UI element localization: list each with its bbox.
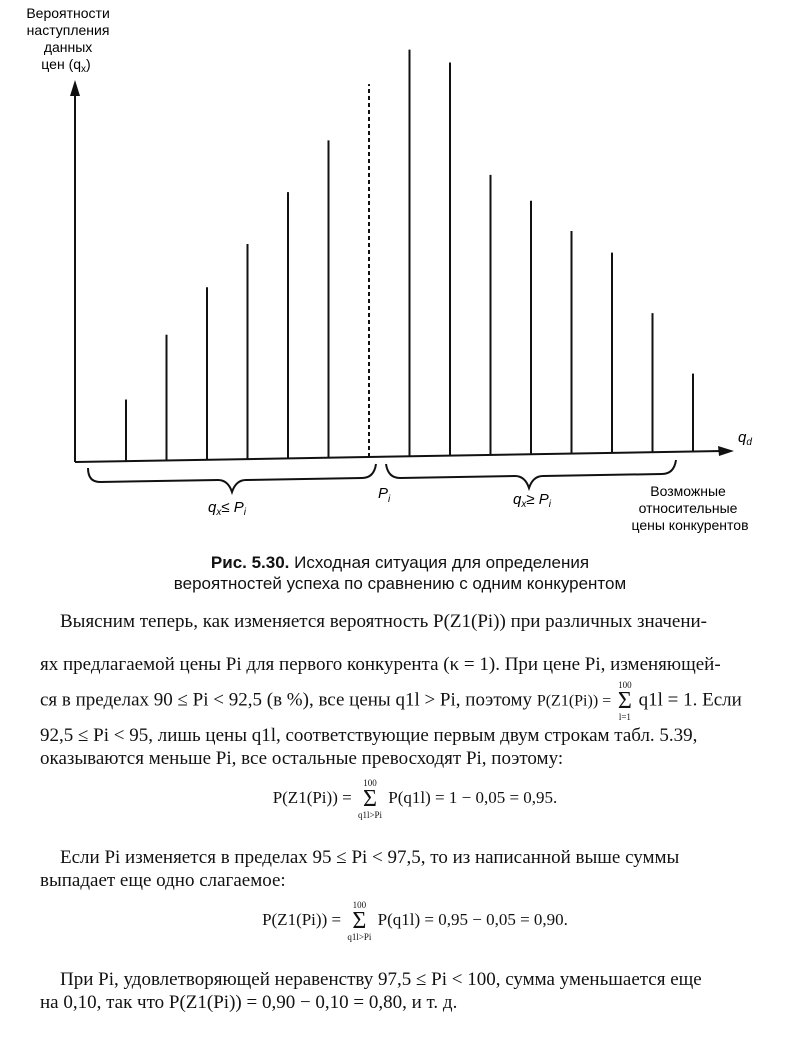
y-label-close: )	[86, 56, 91, 72]
y-label-line-1: Вероятности	[26, 5, 110, 21]
paragraph-2-line-2: выпадает еще одно слагаемое:	[40, 870, 286, 891]
sum-symbol-2: 100 Σ q1l>Pi	[357, 778, 383, 820]
corner-note	[631, 483, 748, 533]
corner-note-line-3: цены конкурентов	[631, 517, 749, 533]
y-axis-arrow	[70, 80, 80, 96]
paragraph-3-line-2: на 0,10, так что P(Z1(Pi)) = 0,90 − 0,10 = 0,80, и т. д.	[40, 992, 458, 1013]
formula-2	[40, 900, 790, 942]
p1-l3-text: ся в пределах 90 ≤ Pi < 92,5 (в %), все цены q1l > Pi, поэтому	[40, 689, 533, 711]
sum-symbol-3: 100 Σ q1l>Pi	[347, 900, 372, 942]
paragraph-3-line-1: При Pi, удовлетворяющей неравенству 97,5 ≤ Pi < 100, сумма уменьшается еще	[60, 969, 702, 990]
formula-2-right: P(q1l) = 0,95 − 0,05 = 0,90.	[377, 909, 568, 929]
formula-1-left: P(Z1(Pi)) =	[272, 787, 352, 807]
x-label-main: q	[738, 429, 747, 446]
formula-1	[40, 778, 790, 820]
caption-text-1: Исходная ситуация для определения	[294, 553, 590, 572]
paragraph-2-line-1: Если Pi изменяется в пределах 95 ≤ Pi < 97,5, то из написанной выше суммы	[60, 847, 680, 868]
x-axis	[75, 451, 722, 462]
x-axis-arrow	[718, 446, 734, 456]
p1-l3-formula-left: P(Z1(Pi)) =	[536, 692, 612, 710]
caption-line-2: вероятностей успеха по сравнению с одним конкурентом	[173, 574, 627, 593]
bars-group	[126, 50, 693, 462]
y-axis-label	[26, 5, 113, 75]
caption-line-1	[0, 552, 800, 573]
y-label-line-3: данных	[43, 39, 93, 55]
y-label-line-4: цен (q	[41, 56, 82, 72]
left-brace-label: $q_x\le P_i$	[208, 499, 246, 518]
figure-caption	[0, 552, 800, 594]
y-label-sub: x	[81, 64, 87, 75]
p1-l3-formula-right: q1l = 1. Если	[638, 689, 742, 711]
caption-label: Рис. 5.30.	[210, 553, 290, 572]
body-text	[40, 610, 790, 1014]
x-axis-label	[738, 429, 752, 448]
paragraph-1-line-3	[40, 680, 790, 722]
paragraph-1-line-1: Выясним теперь, как изменяется вероятность P(Z1(Pi)) при различных значени-	[60, 611, 707, 632]
sum-symbol-1: 100 Σ l=1	[617, 680, 632, 722]
center-label: $P_i$	[378, 485, 391, 505]
x-label-sub: d	[746, 437, 752, 448]
right-brace	[386, 460, 676, 488]
formula-2-left: P(Z1(Pi)) =	[262, 909, 342, 929]
left-brace	[88, 464, 376, 492]
corner-note-line-2: относительные	[638, 500, 738, 516]
paragraph-1-line-4: 92,5 ≤ Pi < 95, лишь цены q1l, соответствующие первым двум строкам табл. 5.39,	[40, 725, 698, 746]
paragraph-1-line-2: ях предлагаемой цены Pi для первого конкурента (κ = 1). При цене Pi, изменяющей-	[40, 654, 721, 675]
corner-note-line-1: Возможные	[650, 483, 726, 499]
y-label-line-2: наступления	[26, 22, 110, 38]
right-brace-label: $q_x\ge P_i$	[513, 491, 551, 510]
paragraph-1-line-5: оказываются меньше Pi, все остальные превосходят Pi, поэтому:	[40, 748, 564, 769]
formula-1-right: P(q1l) = 1 − 0,05 = 0,95.	[388, 787, 558, 807]
